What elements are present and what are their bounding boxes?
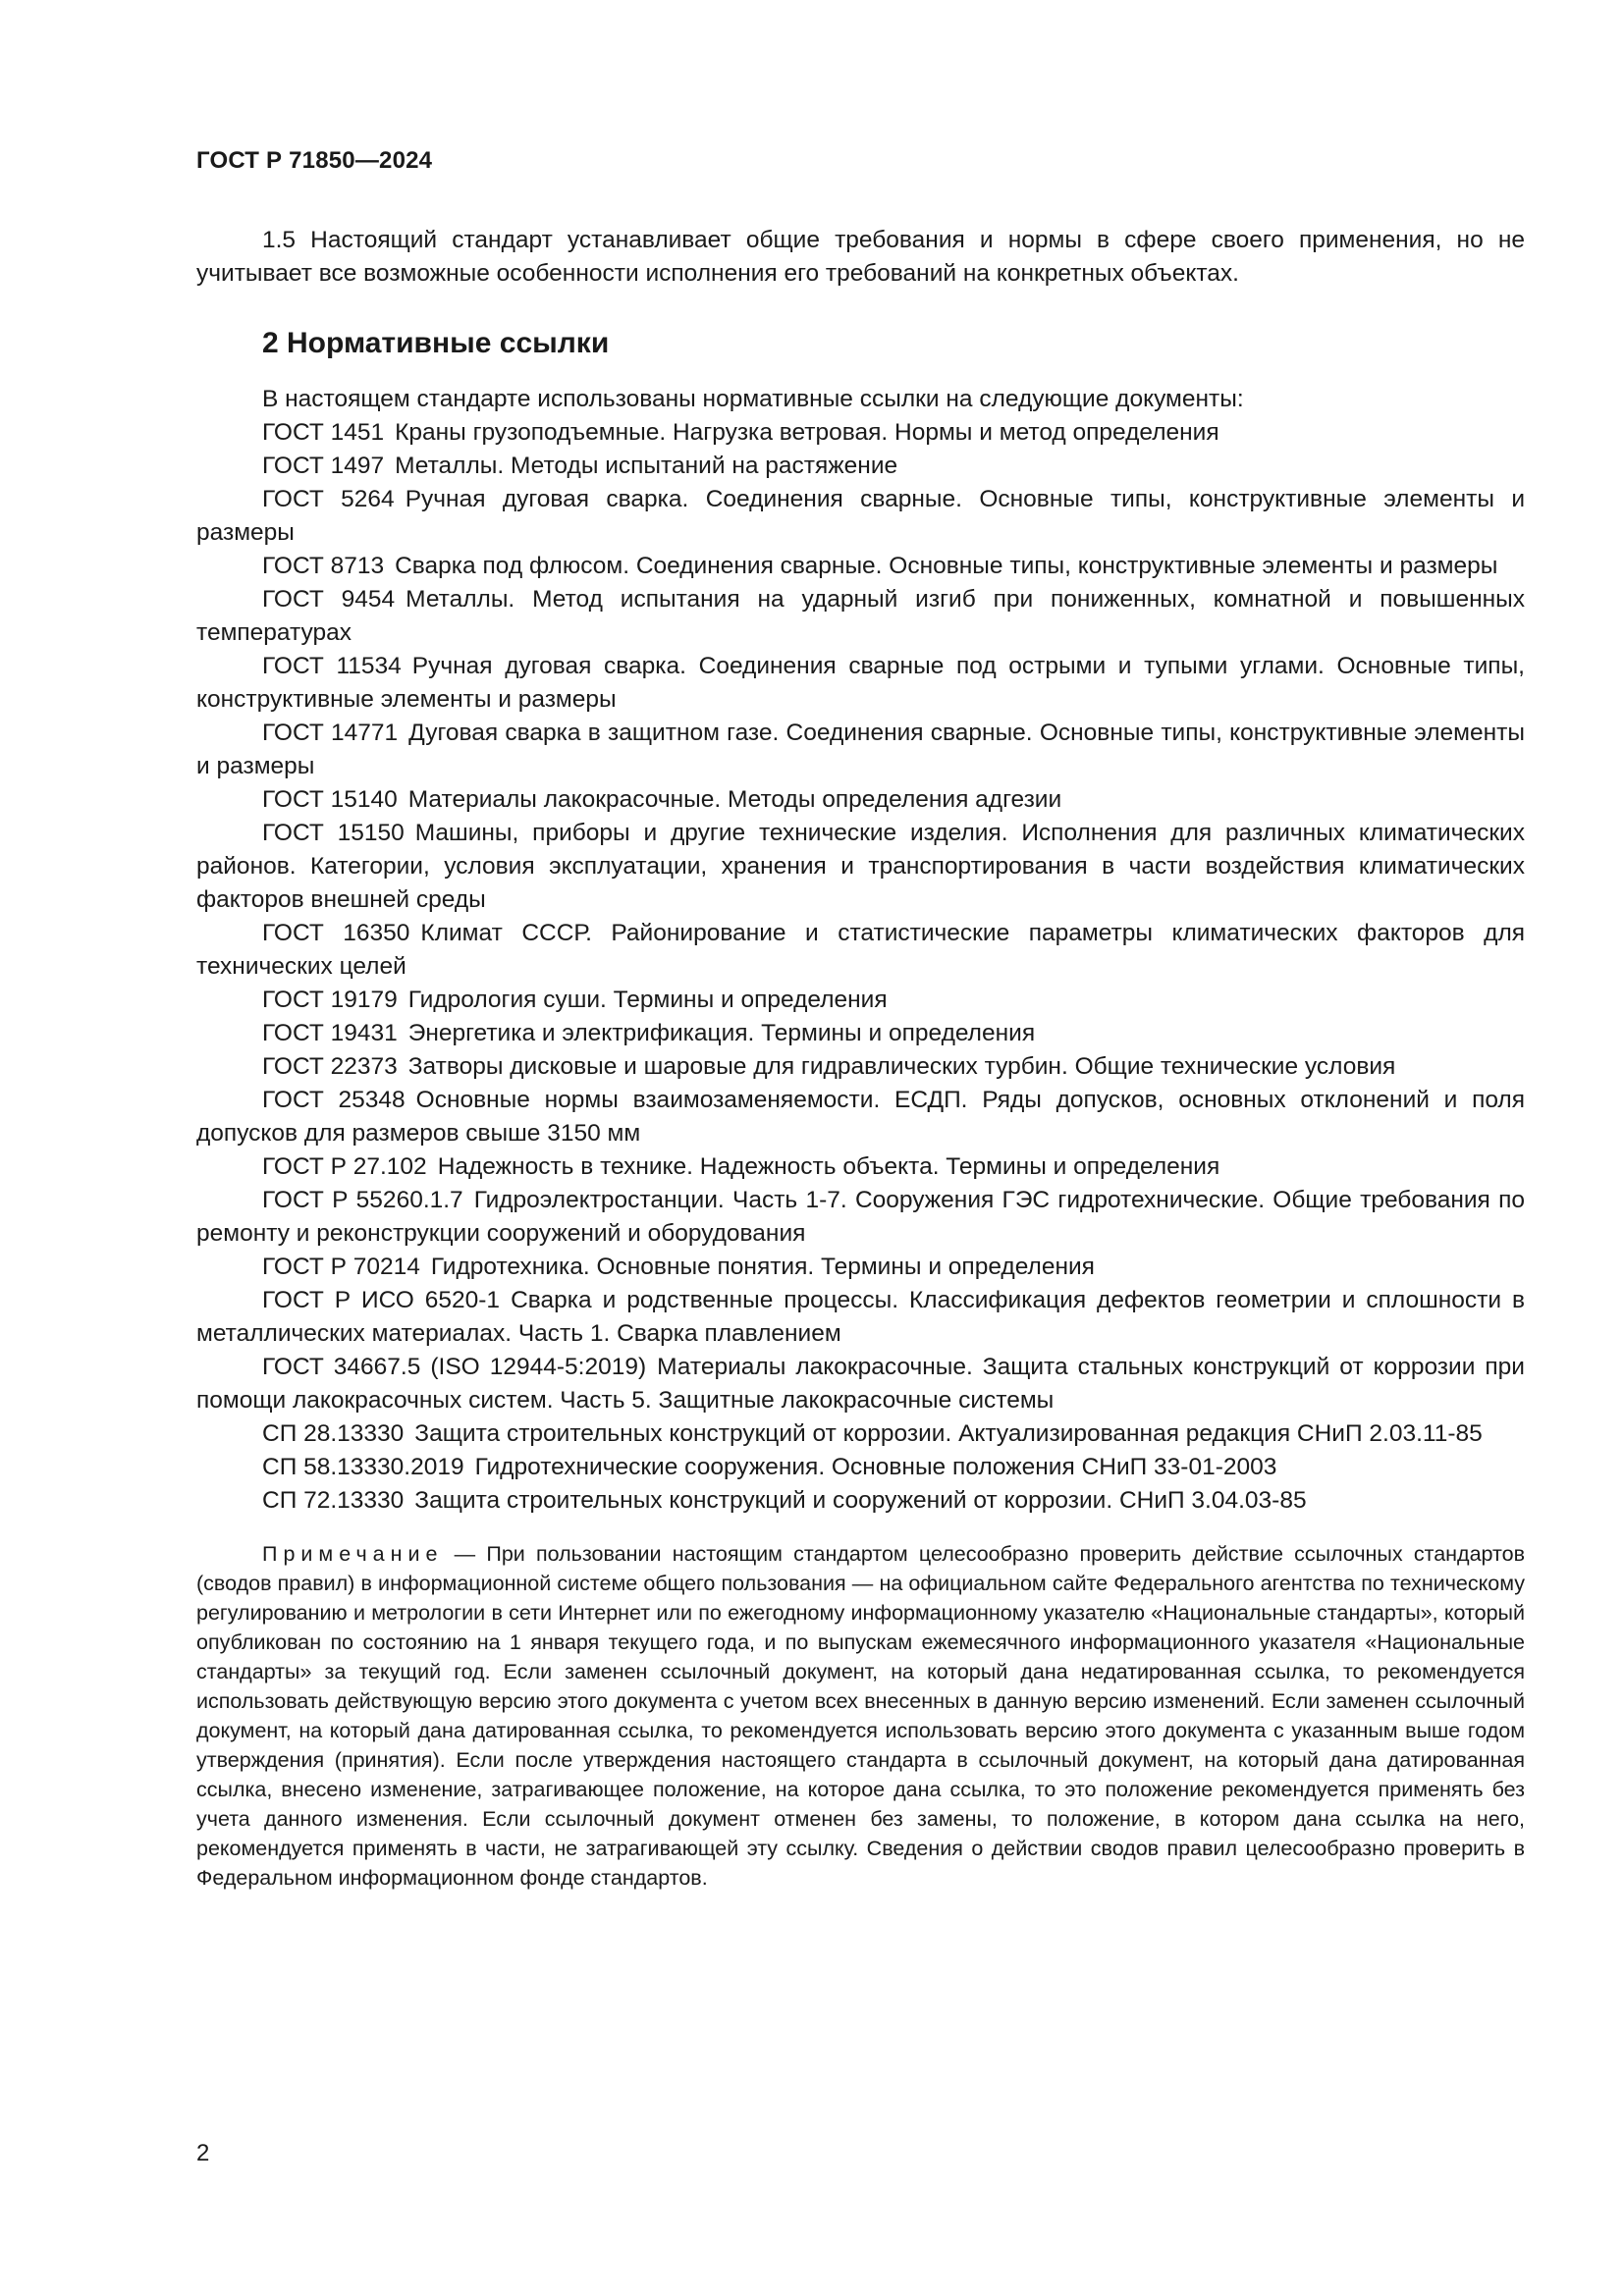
- reference-code: ГОСТ Р 70214: [262, 1254, 420, 1280]
- note-text: — При пользовании настоящим стандартом целесообразно проверить действие ссылочных стандартов (сводов правил) в информационной системе общего пользования — на официальном сайте Федерального агентства по техническому регулированию и метрологии в сети Интернет или по ежегодному информационному указателю «Национальные стандарты», который опубликован по состоянию на 1 января текущего года, и по выпускам ежемесячного информационного указателя «Национальные стандарты» за текущий год. Если заменен ссылочный документ, на который дана недатированная ссылка, то рекомендуется использовать действующую версию этого документа с учетом всех внесенных в данную версию изменений. Если заменен ссылочный документ, на который дана датированная ссылка, то рекомендуется использовать версию этого документа с указанным выше годом утверждения (принятия). Если после утверждения настоящего стандарта в ссылочный документ, на который дана датированная ссылка, внесено изменение, затрагивающее положение, на которое дана ссылка, то это положение рекомендуется применять без учета данного изменения. Если ссылочный документ отменен без замены, то положение, в котором дана ссылка на него, рекомендуется применять в части, не затрагивающей эту ссылку. Сведения о действии сводов правил целесообразно проверить в Федеральном информационном фонде стандартов.: [196, 1542, 1525, 1890]
- reference-code: ГОСТ 8713: [262, 553, 385, 579]
- reference-title: Металлы. Методы испытаний на растяжение: [395, 453, 898, 479]
- reference-title: Краны грузоподъемные. Нагрузка ветровая. Нормы и метод определения: [395, 419, 1219, 446]
- reference-item: [196, 416, 1525, 450]
- reference-code: ГОСТ 1497: [262, 453, 385, 479]
- reference-item: [196, 1150, 1525, 1184]
- reference-code: СП 28.13330: [262, 1420, 405, 1447]
- reference-item: [196, 984, 1525, 1017]
- reference-list: [196, 416, 1525, 1518]
- reference-title: Машины, приборы и другие технические изделия. Исполнения для различных климатических районов. Категории, условия эксплуатации, хранения и транспортирования в части воздействия климатических факторов внешней среды: [196, 820, 1525, 913]
- reference-code: ГОСТ 19179: [262, 987, 398, 1013]
- reference-item: [196, 450, 1525, 483]
- reference-title: Основные нормы взаимозаменяемости. ЕСДП. Ряды допусков, основных отклонений и поля допусков для размеров свыше 3150 мм: [196, 1087, 1525, 1147]
- reference-code: ГОСТ 22373: [262, 1053, 398, 1080]
- reference-code: ГОСТ 25348: [262, 1087, 406, 1113]
- reference-item: [196, 1084, 1525, 1150]
- reference-code: ГОСТ 34667.5 (ISO 12944-5:2019): [262, 1354, 647, 1380]
- reference-title: Гидроэлектростанции. Часть 1-7. Сооружения ГЭС гидротехнические. Общие требования по ремонту и реконструкции сооружений и оборудования: [196, 1187, 1525, 1247]
- reference-title: Затворы дисковые и шаровые для гидравлических турбин. Общие технические условия: [407, 1053, 1396, 1080]
- reference-item: [196, 1184, 1525, 1251]
- reference-code: ГОСТ 9454: [262, 586, 396, 613]
- reference-title: Гидротехнические сооружения. Основные положения СНиП 33-01-2003: [474, 1454, 1277, 1480]
- reference-title: Защита строительных конструкций от коррозии. Актуализированная редакция СНиП 2.03.11-85: [414, 1420, 1483, 1447]
- reference-code: ГОСТ 5264: [262, 486, 395, 512]
- page-number: 2: [196, 2140, 210, 2166]
- section-lead: В настоящем стандарте использованы нормативные ссылки на следующие документы:: [262, 386, 1244, 412]
- reference-title: Материалы лакокрасочные. Методы определения адгезии: [407, 786, 1062, 813]
- reference-item: [196, 1251, 1525, 1284]
- reference-title: Сварка и родственные процессы. Классификация дефектов геометрии и сплошности в металлических материалах. Часть 1. Сварка плавлением: [196, 1287, 1525, 1347]
- reference-title: Сварка под флюсом. Соединения сварные. Основные типы, конструктивные элементы и размеры: [395, 553, 1498, 579]
- reference-item: [196, 917, 1525, 984]
- section-title: 2 Нормативные ссылки: [262, 327, 610, 359]
- reference-code: ГОСТ 1451: [262, 419, 385, 446]
- reference-item: [196, 1451, 1525, 1484]
- reference-item: [196, 783, 1525, 817]
- reference-code: ГОСТ 15140: [262, 786, 398, 813]
- reference-item: [196, 1417, 1525, 1451]
- reference-item: [196, 1351, 1525, 1417]
- note-paragraph: [196, 1539, 1525, 1893]
- reference-code: ГОСТ 14771: [262, 720, 399, 746]
- reference-item: [196, 1050, 1525, 1084]
- reference-title: Защита строительных конструкций и сооружений от коррозии. СНиП 3.04.03-85: [414, 1487, 1307, 1514]
- reference-item: [196, 817, 1525, 917]
- reference-item: [196, 1284, 1525, 1351]
- reference-item: [196, 583, 1525, 650]
- reference-title: Надежность в технике. Надежность объекта. Термины и определения: [437, 1153, 1220, 1180]
- reference-item: [196, 483, 1525, 550]
- reference-title: Металлы. Метод испытания на ударный изгиб при пониженных, комнатной и повышенных температурах: [196, 586, 1525, 646]
- document-body: [196, 224, 1525, 1914]
- reference-item: [196, 1484, 1525, 1518]
- reference-item: [196, 1017, 1525, 1050]
- reference-code: ГОСТ Р ИСО 6520-1: [262, 1287, 501, 1313]
- reference-code: ГОСТ 19431: [262, 1020, 398, 1046]
- reference-title: Климат СССР. Районирование и статистические параметры климатических факторов для технических целей: [196, 920, 1526, 980]
- reference-title: Дуговая сварка в защитном газе. Соединения сварные. Основные типы, конструктивные элементы и размеры: [196, 720, 1525, 779]
- reference-title: Энергетика и электрификация. Термины и определения: [407, 1020, 1036, 1046]
- reference-code: ГОСТ 16350: [262, 920, 410, 946]
- reference-code: ГОСТ 15150: [262, 820, 405, 846]
- reference-title: Ручная дуговая сварка. Соединения сварные под острыми и тупыми углами. Основные типы, конструктивные элементы и размеры: [196, 653, 1525, 713]
- reference-code: СП 72.13330: [262, 1487, 405, 1514]
- reference-item: [196, 717, 1525, 783]
- intro-paragraph: 1.5 Настоящий стандарт устанавливает общие требования и нормы в сфере своего применения, но не учитывает все возможные особенности исполнения его требований на конкретных объектах.: [196, 227, 1525, 287]
- document-header: ГОСТ Р 71850—2024: [196, 147, 433, 174]
- reference-title: Ручная дуговая сварка. Соединения сварные. Основные типы, конструктивные элементы и размеры: [196, 486, 1525, 546]
- reference-title: Материалы лакокрасочные. Защита стальных конструкций от коррозии при помощи лакокрасочных систем. Часть 5. Защитные лакокрасочные системы: [196, 1354, 1525, 1414]
- note-label: Примечание: [262, 1542, 444, 1566]
- reference-title: Гидрология суши. Термины и определения: [407, 987, 888, 1013]
- reference-code: СП 58.13330.2019: [262, 1454, 464, 1480]
- reference-item: [196, 550, 1525, 583]
- reference-code: ГОСТ Р 55260.1.7: [262, 1187, 463, 1213]
- reference-code: ГОСТ Р 27.102: [262, 1153, 427, 1180]
- reference-code: ГОСТ 11534: [262, 653, 402, 679]
- reference-item: [196, 650, 1525, 717]
- reference-title: Гидротехника. Основные понятия. Термины и определения: [430, 1254, 1095, 1280]
